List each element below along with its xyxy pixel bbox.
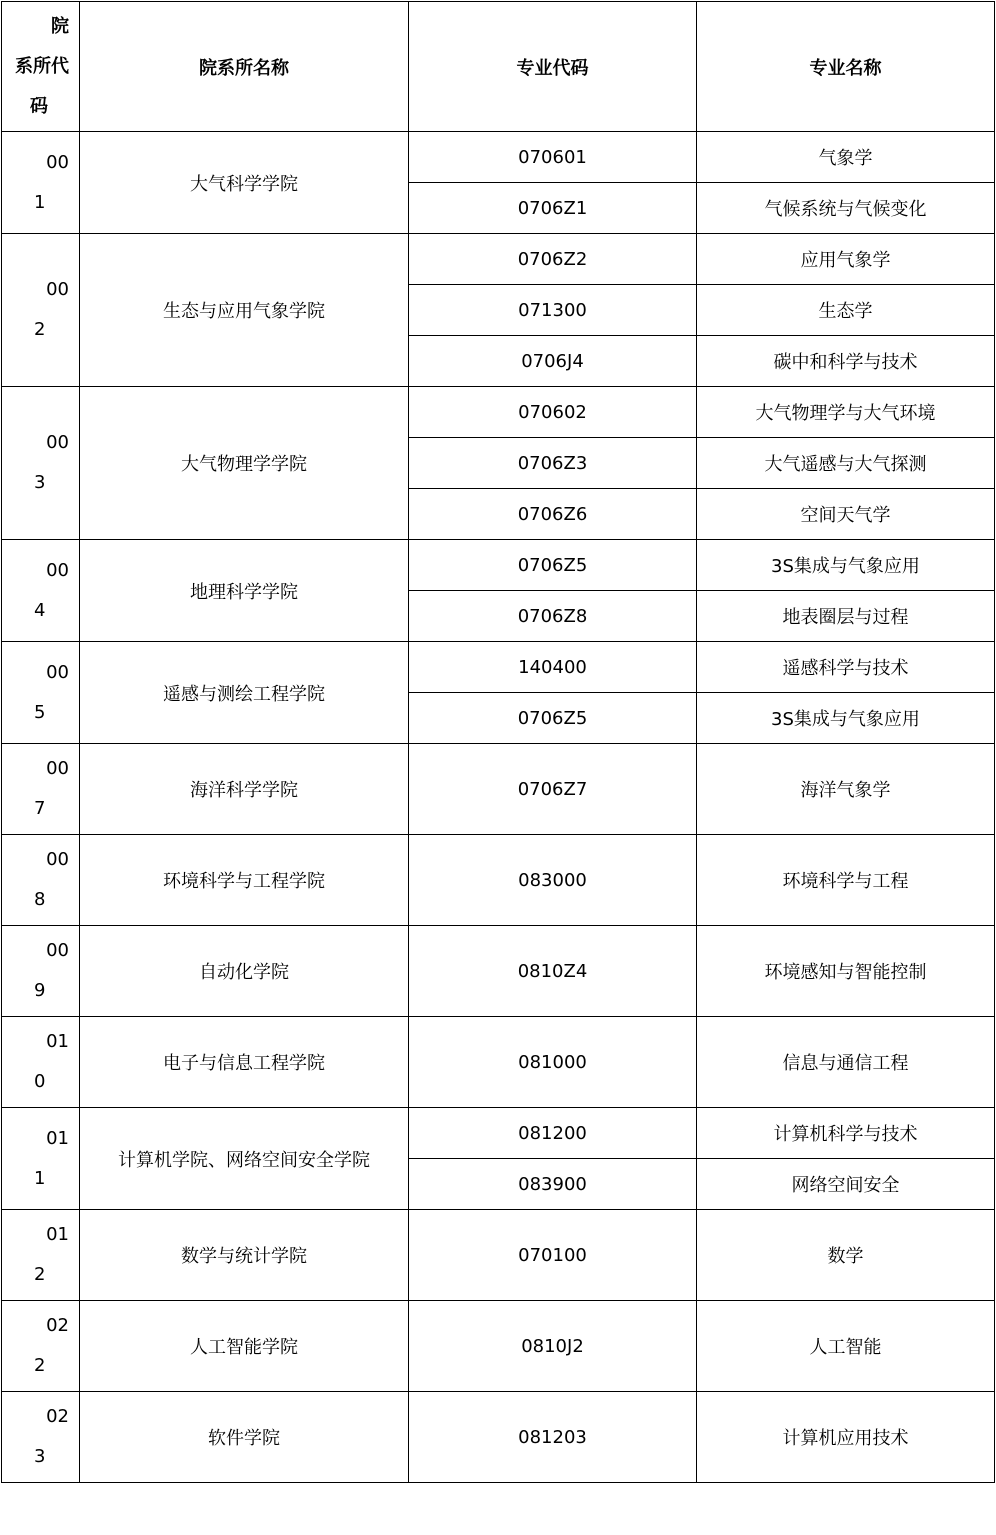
dept-name-cell: 环境科学与工程学院 <box>80 835 409 926</box>
dept-code-line: 3 <box>34 1446 46 1467</box>
major-name-cell: 环境感知与智能控制 <box>697 926 995 1017</box>
table-row <box>2 1301 995 1392</box>
header-dept-code <box>2 2 80 132</box>
major-name-cell: 大气物理学与大气环境 <box>697 387 995 438</box>
major-code-cell: 070100 <box>409 1210 697 1301</box>
major-name-cell: 人工智能 <box>697 1301 995 1392</box>
dept-code-line: 1 <box>34 1167 46 1189</box>
major-code-cell: 0706Z3 <box>409 438 697 489</box>
major-name-cell: 环境科学与工程 <box>697 835 995 926</box>
table-body <box>2 2 995 1483</box>
dept-name-cell: 大气科学学院 <box>80 132 409 234</box>
table-row <box>2 1017 995 1108</box>
major-code-cell: 0706Z6 <box>409 489 697 540</box>
dept-code-cell <box>2 1301 80 1392</box>
major-name-cell: 遥感科学与技术 <box>697 642 995 693</box>
dept-code-line: 01 <box>46 1224 69 1245</box>
major-name-cell: 碳中和科学与技术 <box>697 336 995 387</box>
table-row <box>2 1392 995 1483</box>
dept-code-line: 00 <box>46 661 69 683</box>
table-row <box>2 132 995 183</box>
dept-code-line: 0 <box>34 1071 46 1092</box>
dept-code-cell <box>2 835 80 926</box>
dept-code-line: 4 <box>34 599 46 621</box>
dept-code-line: 01 <box>46 1127 69 1149</box>
dept-name-cell: 计算机学院、网络空间安全学院 <box>80 1108 409 1210</box>
table-row <box>2 642 995 693</box>
dept-code-cell <box>2 926 80 1017</box>
dept-code-line: 00 <box>46 279 69 300</box>
header-dept-code-line: 码 <box>30 95 48 117</box>
major-name-cell: 空间天气学 <box>697 489 995 540</box>
dept-code-cell <box>2 132 80 234</box>
dept-code-cell <box>2 540 80 642</box>
table-row <box>2 540 995 591</box>
major-name-cell: 3S集成与气象应用 <box>697 693 995 744</box>
major-code-cell: 083900 <box>409 1159 697 1210</box>
major-name-cell: 生态学 <box>697 285 995 336</box>
dept-code-line: 8 <box>34 889 46 910</box>
dept-name-cell: 人工智能学院 <box>80 1301 409 1392</box>
major-code-cell: 0810J2 <box>409 1301 697 1392</box>
major-code-cell: 0706Z1 <box>409 183 697 234</box>
dept-name-cell: 遥感与测绘工程学院 <box>80 642 409 744</box>
dept-code-cell <box>2 642 80 744</box>
dept-code-line: 00 <box>46 559 69 581</box>
major-name-cell: 应用气象学 <box>697 234 995 285</box>
table-row <box>2 387 995 438</box>
dept-name-cell: 大气物理学学院 <box>80 387 409 540</box>
dept-code-line: 2 <box>34 1264 46 1285</box>
table-row <box>2 1210 995 1301</box>
major-code-cell: 0706Z5 <box>409 693 697 744</box>
major-code-cell: 083000 <box>409 835 697 926</box>
dept-code-line: 00 <box>46 940 69 961</box>
dept-code-line: 00 <box>46 758 69 779</box>
dept-code-cell <box>2 1392 80 1483</box>
major-name-cell: 3S集成与气象应用 <box>697 540 995 591</box>
dept-code-line: 00 <box>46 151 69 173</box>
header-row <box>2 2 995 132</box>
dept-name-cell: 生态与应用气象学院 <box>80 234 409 387</box>
dept-code-line: 5 <box>34 701 46 723</box>
dept-code-cell <box>2 744 80 835</box>
major-code-cell: 081200 <box>409 1108 697 1159</box>
major-name-cell: 气候系统与气候变化 <box>697 183 995 234</box>
dept-code-line: 2 <box>34 1355 46 1376</box>
dept-name-cell: 数学与统计学院 <box>80 1210 409 1301</box>
major-name-cell: 大气遥感与大气探测 <box>697 438 995 489</box>
major-name-cell: 计算机应用技术 <box>697 1392 995 1483</box>
header-major-name: 专业名称 <box>697 2 995 132</box>
major-code-cell: 0810Z4 <box>409 926 697 1017</box>
major-code-cell: 0706Z7 <box>409 744 697 835</box>
dept-name-cell: 软件学院 <box>80 1392 409 1483</box>
header-dept-code-line: 系所代 <box>15 55 69 77</box>
major-code-cell: 140400 <box>409 642 697 693</box>
major-name-cell: 信息与通信工程 <box>697 1017 995 1108</box>
dept-code-line: 02 <box>46 1406 69 1427</box>
header-dept-code-line: 院 <box>51 15 69 37</box>
dept-code-line: 9 <box>34 980 46 1001</box>
dept-name-cell: 地理科学学院 <box>80 540 409 642</box>
major-code-cell: 0706Z5 <box>409 540 697 591</box>
dept-code-line: 00 <box>46 432 69 453</box>
table-row <box>2 835 995 926</box>
major-name-cell: 网络空间安全 <box>697 1159 995 1210</box>
majors-table <box>1 1 995 1483</box>
dept-code-line: 00 <box>46 849 69 870</box>
dept-code-cell <box>2 234 80 387</box>
dept-code-line: 1 <box>34 191 46 213</box>
major-code-cell: 070601 <box>409 132 697 183</box>
table-row <box>2 744 995 835</box>
dept-code-cell <box>2 1210 80 1301</box>
dept-code-line: 7 <box>34 798 46 819</box>
table-row <box>2 926 995 1017</box>
major-code-cell: 071300 <box>409 285 697 336</box>
major-code-cell: 0706Z8 <box>409 591 697 642</box>
dept-code-cell <box>2 387 80 540</box>
major-code-cell: 081000 <box>409 1017 697 1108</box>
major-name-cell: 计算机科学与技术 <box>697 1108 995 1159</box>
major-code-cell: 0706Z2 <box>409 234 697 285</box>
dept-name-cell: 海洋科学学院 <box>80 744 409 835</box>
major-code-cell: 081203 <box>409 1392 697 1483</box>
major-name-cell: 海洋气象学 <box>697 744 995 835</box>
header-major-code: 专业代码 <box>409 2 697 132</box>
major-name-cell: 数学 <box>697 1210 995 1301</box>
dept-code-line: 01 <box>46 1031 69 1052</box>
major-code-cell: 0706J4 <box>409 336 697 387</box>
major-name-cell: 地表圈层与过程 <box>697 591 995 642</box>
table-row <box>2 1108 995 1159</box>
dept-code-cell <box>2 1108 80 1210</box>
dept-code-line: 3 <box>34 472 46 493</box>
dept-code-line: 02 <box>46 1315 69 1336</box>
header-dept-name: 院系所名称 <box>80 2 409 132</box>
dept-code-cell <box>2 1017 80 1108</box>
major-code-cell: 070602 <box>409 387 697 438</box>
table-row <box>2 234 995 285</box>
dept-code-line: 2 <box>34 319 46 340</box>
major-name-cell: 气象学 <box>697 132 995 183</box>
dept-name-cell: 电子与信息工程学院 <box>80 1017 409 1108</box>
dept-name-cell: 自动化学院 <box>80 926 409 1017</box>
